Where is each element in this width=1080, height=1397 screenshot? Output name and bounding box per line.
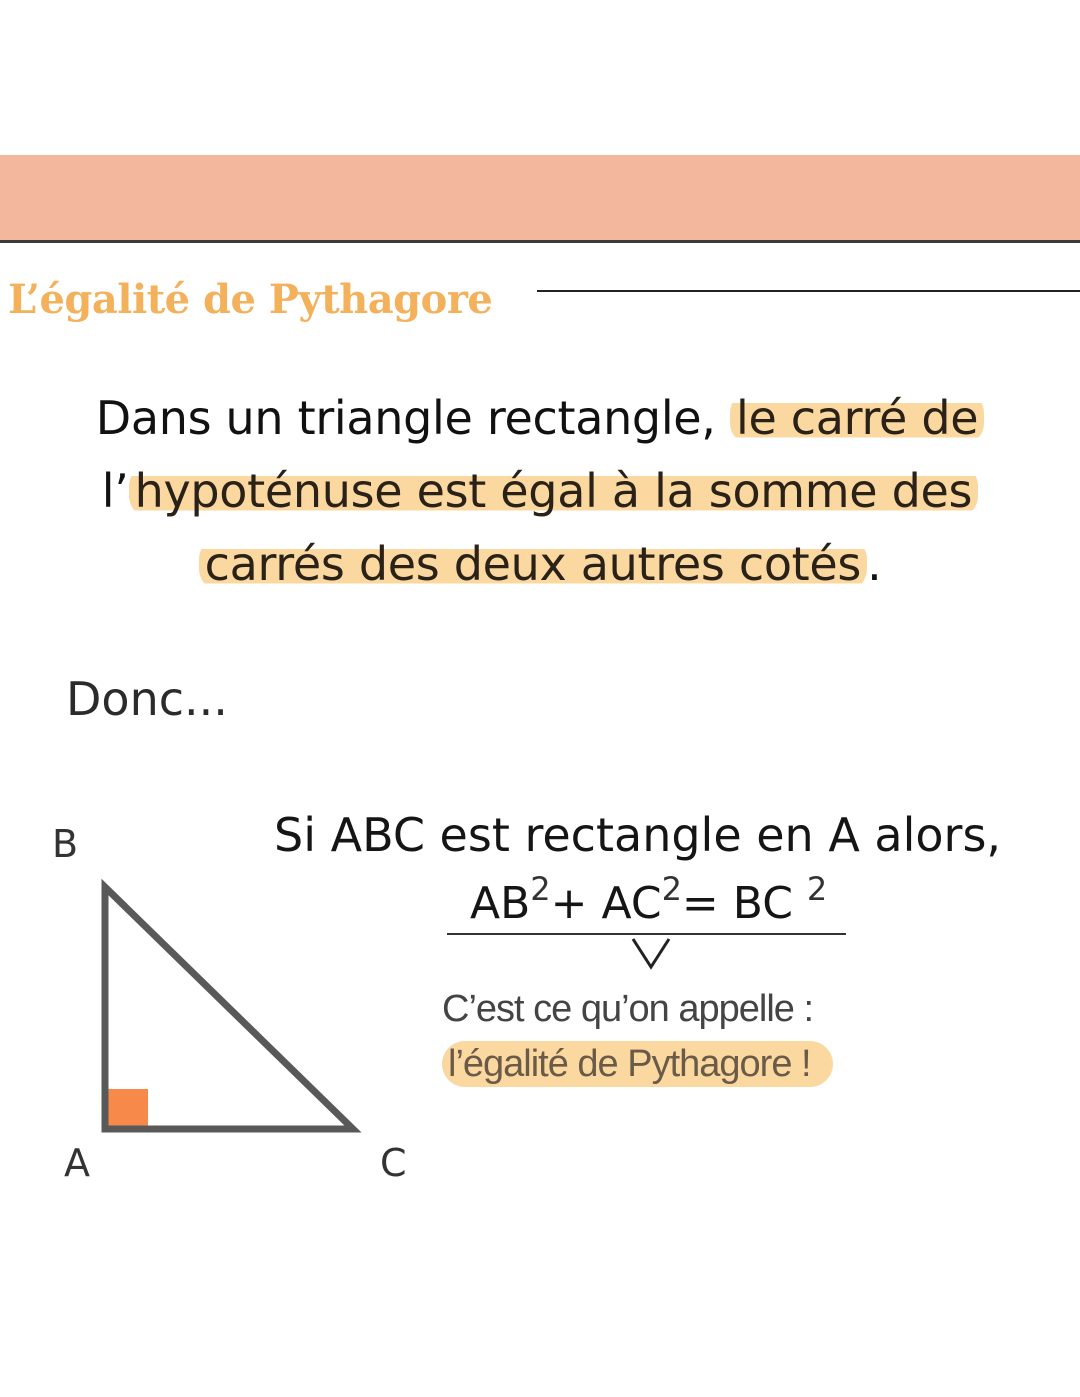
caption-highlight: l’égalité de Pythagore ! [442, 1041, 833, 1087]
definition-part-1: Dans un triangle rectangle, [95, 391, 730, 445]
definition-part-2: l’ [101, 464, 129, 518]
vertex-label-a: A [64, 1141, 90, 1185]
formula-ab: AB [470, 878, 531, 929]
check-mark-icon [630, 936, 672, 970]
triangle-shape [105, 887, 353, 1129]
title-rule [537, 290, 1080, 292]
donc-label: Donc... [66, 672, 228, 726]
vertex-label-c: C [380, 1141, 407, 1185]
header-band [0, 155, 1080, 243]
caption-line-2 [442, 1043, 833, 1086]
definition-highlight-3: carrés des deux autres cotés [199, 537, 867, 591]
formula-plus-ac: + AC [550, 878, 662, 929]
right-angle-marker [108, 1089, 148, 1127]
theorem-statement: Si ABC est rectangle en A alors, [274, 808, 1002, 862]
formula-equals-bc: = BC [681, 878, 793, 929]
vertex-label-b: B [52, 822, 79, 866]
section-title: L’égalité de Pythagore [8, 276, 493, 323]
formula-exp-1: 2 [530, 870, 551, 908]
definition-highlight-1: le carré de [730, 391, 984, 445]
formula-exp-3: 2 [806, 870, 828, 908]
caption-line-1: C’est ce qu’on appelle : [442, 988, 814, 1030]
definition-text [20, 382, 1060, 601]
formula-underline [447, 933, 846, 935]
definition-end: . [867, 537, 882, 591]
pythagore-formula [470, 870, 828, 929]
definition-highlight-2: hypoténuse est égal à la somme des [129, 464, 979, 518]
formula-exp-2: 2 [661, 870, 682, 908]
